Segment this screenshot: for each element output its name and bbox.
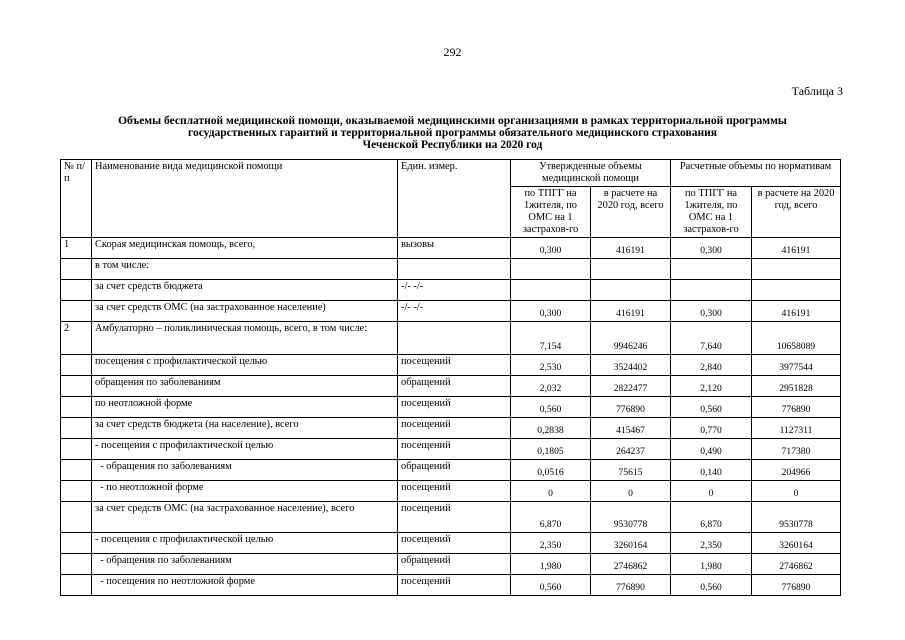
row-calculated-per-resident: 2,120: [671, 376, 752, 397]
row-name: за счет средств бюджета: [92, 280, 398, 301]
row-approved-per-resident: 7,154: [511, 322, 591, 355]
table-row: [61, 397, 841, 418]
row-unit: посещений: [398, 439, 511, 460]
title-line: Чеченской Республики на 2020 год: [362, 139, 543, 151]
row-unit: посещений: [398, 533, 511, 554]
row-calculated-per-year: 1127311: [752, 418, 841, 439]
row-calculated-per-resident: 0,560: [671, 397, 752, 418]
row-name: в том числе:: [92, 259, 398, 280]
row-name: - посещения по неотложной форме: [92, 575, 398, 596]
row-unit: -/- -/-: [398, 280, 511, 301]
header-calculated-per-resident: по ТПГГ на 1жителя, по ОМС на 1 застрахов-го: [671, 187, 752, 238]
row-number: [61, 554, 92, 575]
row-approved-per-resident: 0: [511, 481, 591, 502]
table-row: [61, 460, 841, 481]
row-number: [61, 397, 92, 418]
row-calculated-per-resident: 6,870: [671, 502, 752, 533]
row-name: - посещения с профилактической целью: [92, 533, 398, 554]
row-approved-per-resident: [511, 259, 591, 280]
row-approved-per-year: 3524402: [591, 355, 671, 376]
table-row: [61, 575, 841, 596]
row-approved-per-resident: 0,560: [511, 575, 591, 596]
row-calculated-per-resident: 2,840: [671, 355, 752, 376]
row-approved-per-resident: 1,980: [511, 554, 591, 575]
document-title: [60, 115, 845, 151]
row-unit: посещений: [398, 575, 511, 596]
row-approved-per-resident: 2,350: [511, 533, 591, 554]
table-row: [61, 301, 841, 322]
table-row: [61, 502, 841, 533]
table-row: [61, 439, 841, 460]
row-unit: обращений: [398, 376, 511, 397]
row-number: [61, 533, 92, 554]
row-calculated-per-year: 0: [752, 481, 841, 502]
row-unit: обращений: [398, 460, 511, 481]
row-calculated-per-resident: 2,350: [671, 533, 752, 554]
row-unit: посещений: [398, 502, 511, 533]
row-number: [61, 575, 92, 596]
row-calculated-per-resident: 0,140: [671, 460, 752, 481]
row-calculated-per-year: 717380: [752, 439, 841, 460]
row-name: Амбулаторно – поликлиническая помощь, всего, в том числе:: [92, 322, 398, 355]
row-approved-per-year: 415467: [591, 418, 671, 439]
row-approved-per-resident: 0,1805: [511, 439, 591, 460]
row-approved-per-year: 75615: [591, 460, 671, 481]
row-unit: обращений: [398, 554, 511, 575]
row-approved-per-year: 2746862: [591, 554, 671, 575]
row-unit: вызовы: [398, 238, 511, 259]
row-name: - обращения по заболеваниям: [92, 554, 398, 575]
row-approved-per-resident: 2,530: [511, 355, 591, 376]
row-number: [61, 460, 92, 481]
table-row: [61, 554, 841, 575]
row-name: по неотложной форме: [92, 397, 398, 418]
row-number: [61, 439, 92, 460]
header-calculated-per-year: в расчете на 2020 год, всего: [752, 187, 841, 238]
row-unit: посещений: [398, 481, 511, 502]
row-number: 1: [61, 238, 92, 259]
volumes-table: [60, 159, 841, 596]
row-calculated-per-year: 3977544: [752, 355, 841, 376]
row-approved-per-year: 416191: [591, 301, 671, 322]
page-number: 292: [443, 45, 462, 59]
row-calculated-per-resident: 0,560: [671, 575, 752, 596]
row-number: 2: [61, 322, 92, 355]
row-approved-per-year: 9530778: [591, 502, 671, 533]
row-number: [61, 502, 92, 533]
header-no: № п/п: [61, 160, 92, 238]
row-calculated-per-year: 2951828: [752, 376, 841, 397]
row-approved-per-year: 2822477: [591, 376, 671, 397]
row-number: [61, 259, 92, 280]
row-calculated-per-resident: 1,980: [671, 554, 752, 575]
header-approved-per-year: в расчете на 2020 год, всего: [591, 187, 671, 238]
row-calculated-per-resident: 0,300: [671, 301, 752, 322]
row-name: - обращения по заболеваниям: [92, 460, 398, 481]
title-line: государственных гарантий и территориальной программы обязательного медицинского страхования: [188, 127, 717, 139]
table-label: Таблица 3: [791, 84, 843, 98]
row-calculated-per-resident: 0,300: [671, 238, 752, 259]
row-approved-per-year: 9946246: [591, 322, 671, 355]
row-calculated-per-year: 3260164: [752, 533, 841, 554]
row-approved-per-resident: 0,300: [511, 238, 591, 259]
row-name: посещения с профилактической целью: [92, 355, 398, 376]
row-unit: посещений: [398, 397, 511, 418]
row-name: - посещения с профилактической целью: [92, 439, 398, 460]
row-number: [61, 301, 92, 322]
row-name: Скорая медицинская помощь, всего,: [92, 238, 398, 259]
row-approved-per-resident: 0,560: [511, 397, 591, 418]
row-approved-per-resident: 0,2838: [511, 418, 591, 439]
row-calculated-per-year: [752, 259, 841, 280]
table-row: [61, 355, 841, 376]
row-calculated-per-year: 9530778: [752, 502, 841, 533]
row-approved-per-resident: 0,0516: [511, 460, 591, 481]
row-calculated-per-year: 204966: [752, 460, 841, 481]
row-calculated-per-resident: 0,490: [671, 439, 752, 460]
table-row: [61, 280, 841, 301]
row-calculated-per-resident: 0,770: [671, 418, 752, 439]
row-unit: -/- -/-: [398, 301, 511, 322]
row-approved-per-year: 3260164: [591, 533, 671, 554]
row-approved-per-resident: [511, 280, 591, 301]
row-approved-per-resident: 2,032: [511, 376, 591, 397]
row-calculated-per-year: 776890: [752, 397, 841, 418]
table-row: [61, 376, 841, 397]
row-calculated-per-year: 416191: [752, 238, 841, 259]
row-approved-per-year: 776890: [591, 575, 671, 596]
row-approved-per-year: [591, 280, 671, 301]
row-unit: посещений: [398, 355, 511, 376]
row-calculated-per-resident: 0: [671, 481, 752, 502]
table-row: [61, 418, 841, 439]
row-calculated-per-resident: 7,640: [671, 322, 752, 355]
row-name: обращения по заболеваниям: [92, 376, 398, 397]
title-line: Объемы бесплатной медицинской помощи, оказываемой медицинскими организациями в рамках территориальной программы: [118, 115, 787, 127]
row-calculated-per-resident: [671, 280, 752, 301]
table-row: [61, 259, 841, 280]
row-unit: [398, 322, 511, 355]
row-approved-per-resident: 6,870: [511, 502, 591, 533]
header-name: Наименование вида медицинской помощи: [92, 160, 398, 238]
row-unit: посещений: [398, 418, 511, 439]
row-approved-per-year: 0: [591, 481, 671, 502]
row-number: [61, 280, 92, 301]
row-number: [61, 376, 92, 397]
row-calculated-per-year: 416191: [752, 301, 841, 322]
row-name: за счет средств ОМС (на застрахованное население): [92, 301, 398, 322]
row-approved-per-resident: 0,300: [511, 301, 591, 322]
row-number: [61, 355, 92, 376]
row-calculated-per-year: 10658089: [752, 322, 841, 355]
row-calculated-per-resident: [671, 259, 752, 280]
table-row: [61, 322, 841, 355]
header-approved-per-resident: по ТПГГ на 1жителя, по ОМС на 1 застрахов-го: [511, 187, 591, 238]
header-calculated-volumes: Расчетные объемы по нормативам: [671, 160, 841, 187]
row-name: за счет средств ОМС (на застрахованное население), всего: [92, 502, 398, 533]
row-approved-per-year: 264237: [591, 439, 671, 460]
row-name: - по неотложной форме: [92, 481, 398, 502]
row-number: [61, 418, 92, 439]
table-row: [61, 238, 841, 259]
row-approved-per-year: 416191: [591, 238, 671, 259]
header-approved-volumes: Утвержденные объемы медицинской помощи: [511, 160, 671, 187]
row-unit: [398, 259, 511, 280]
table-row: [61, 481, 841, 502]
row-calculated-per-year: [752, 280, 841, 301]
row-approved-per-year: [591, 259, 671, 280]
row-number: [61, 481, 92, 502]
row-approved-per-year: 776890: [591, 397, 671, 418]
table-row: [61, 533, 841, 554]
row-name: за счет средств бюджета (на население), всего: [92, 418, 398, 439]
row-calculated-per-year: 2746862: [752, 554, 841, 575]
row-calculated-per-year: 776890: [752, 575, 841, 596]
header-unit: Един. измер.: [398, 160, 511, 238]
